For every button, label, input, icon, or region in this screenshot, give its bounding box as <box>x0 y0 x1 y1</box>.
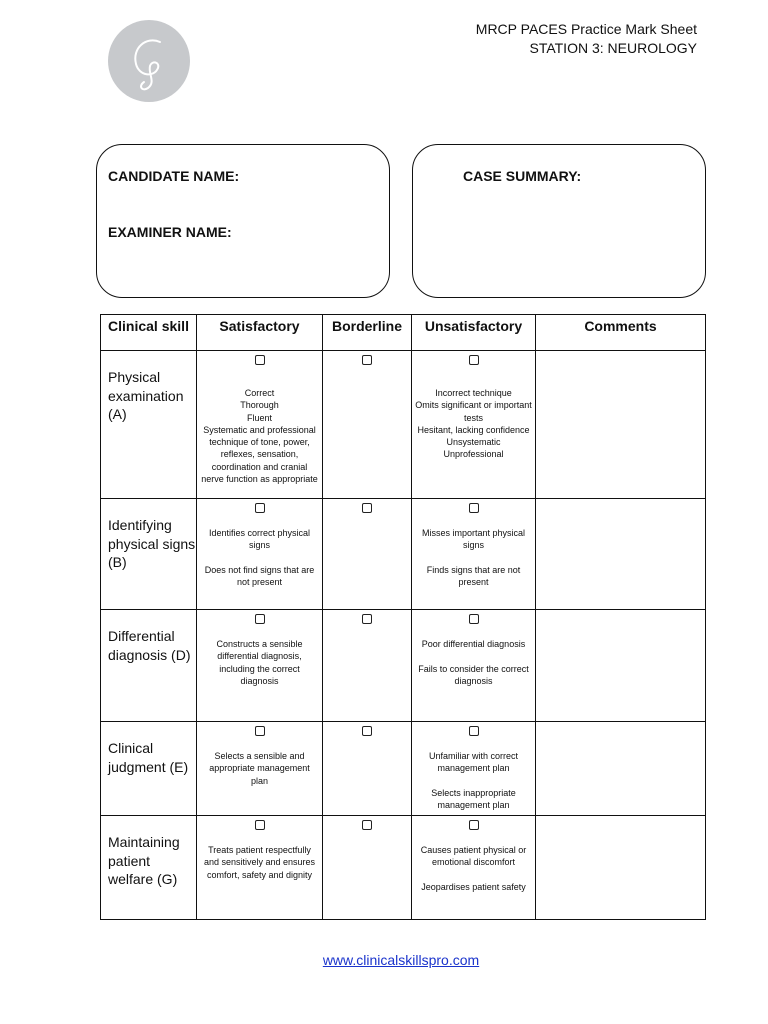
skill-cell: Differential diagnosis (D) <box>101 610 197 722</box>
unsatisfactory-cell <box>412 816 536 920</box>
sheet-title: MRCP PACES Practice Mark Sheet <box>475 21 697 37</box>
borderline-checkbox[interactable] <box>362 355 372 365</box>
comments-cell[interactable] <box>536 351 706 499</box>
skill-cell: Identifying physical signs (B) <box>101 499 197 610</box>
header-clinical-skill: Clinical skill <box>101 315 197 351</box>
borderline-cell <box>323 499 412 610</box>
unsatisfactory-checkbox[interactable] <box>469 503 479 513</box>
table-row <box>101 722 706 816</box>
mark-sheet-table <box>100 314 706 920</box>
satisfactory-checkbox[interactable] <box>255 726 265 736</box>
unsatisfactory-checkbox[interactable] <box>469 614 479 624</box>
satisfactory-criteria: Treats patient respectfully and sensitively and ensures comfort, safety and dignity <box>203 845 316 880</box>
satisfactory-criteria: Selects a sensible and appropriate management plan <box>209 751 310 786</box>
header-comments: Comments <box>536 315 706 351</box>
unsatisfactory-criteria: Unfamiliar with correct management plan Selects inappropriate management plan <box>428 751 519 811</box>
satisfactory-criteria: Correct Thorough Fluent Systematic and professional technique of tone, power, reflexes, sensation, coordination and cranial nerve function as appropriate <box>201 388 318 485</box>
borderline-checkbox[interactable] <box>362 726 372 736</box>
candidate-info-box[interactable] <box>96 144 390 298</box>
skill-cell: Physical examination (A) <box>101 351 197 499</box>
satisfactory-cell <box>197 722 323 816</box>
unsatisfactory-checkbox[interactable] <box>469 820 479 830</box>
comments-cell[interactable] <box>536 816 706 920</box>
satisfactory-cell <box>197 499 323 610</box>
borderline-cell <box>323 351 412 499</box>
table-header-row <box>101 315 706 351</box>
unsatisfactory-cell <box>412 722 536 816</box>
satisfactory-cell <box>197 816 323 920</box>
borderline-checkbox[interactable] <box>362 614 372 624</box>
candidate-name-label: CANDIDATE NAME: <box>108 168 240 184</box>
comments-cell[interactable] <box>536 722 706 816</box>
satisfactory-criteria: Identifies correct physical signs Does not find signs that are not present <box>204 528 315 588</box>
borderline-cell <box>323 610 412 722</box>
borderline-checkbox[interactable] <box>362 820 372 830</box>
case-summary-box[interactable] <box>412 144 706 298</box>
unsatisfactory-checkbox[interactable] <box>469 355 479 365</box>
comments-cell[interactable] <box>536 499 706 610</box>
website-link[interactable]: www.clinicalskillspro.com <box>322 952 480 968</box>
logo-monogram-icon <box>108 20 190 102</box>
examiner-name-label: EXAMINER NAME: <box>108 224 232 240</box>
case-summary-label: CASE SUMMARY: <box>463 168 582 184</box>
unsatisfactory-criteria: Incorrect technique Omits significant or important tests Hesitant, lacking confidence Unsystematic Unprofessional <box>415 388 532 460</box>
skill-cell: Clinical judgment (E) <box>101 722 197 816</box>
skill-cell: Maintaining patient welfare (G) <box>101 816 197 920</box>
satisfactory-checkbox[interactable] <box>255 820 265 830</box>
unsatisfactory-checkbox[interactable] <box>469 726 479 736</box>
satisfactory-checkbox[interactable] <box>255 503 265 513</box>
satisfactory-criteria: Constructs a sensible differential diagnosis, including the correct diagnosis <box>216 639 303 686</box>
comments-cell[interactable] <box>536 610 706 722</box>
borderline-cell <box>323 816 412 920</box>
satisfactory-checkbox[interactable] <box>255 355 265 365</box>
table-row <box>101 499 706 610</box>
table-row <box>101 816 706 920</box>
header-satisfactory: Satisfactory <box>197 315 323 351</box>
unsatisfactory-criteria: Misses important physical signs Finds signs that are not present <box>421 528 526 588</box>
page-header <box>476 20 697 58</box>
unsatisfactory-cell <box>412 610 536 722</box>
unsatisfactory-criteria: Poor differential diagnosis Fails to consider the correct diagnosis <box>418 639 529 686</box>
unsatisfactory-criteria: Causes patient physical or emotional discomfort Jeopardises patient safety <box>420 845 527 892</box>
satisfactory-cell <box>197 351 323 499</box>
table-row <box>101 351 706 499</box>
header-unsatisfactory: Unsatisfactory <box>412 315 536 351</box>
borderline-cell <box>323 722 412 816</box>
header-borderline: Borderline <box>323 315 412 351</box>
logo <box>108 20 190 102</box>
borderline-checkbox[interactable] <box>362 503 372 513</box>
unsatisfactory-cell <box>412 351 536 499</box>
table-row <box>101 610 706 722</box>
satisfactory-cell <box>197 610 323 722</box>
unsatisfactory-cell <box>412 499 536 610</box>
station-title: STATION 3: NEUROLOGY <box>529 40 697 56</box>
satisfactory-checkbox[interactable] <box>255 614 265 624</box>
